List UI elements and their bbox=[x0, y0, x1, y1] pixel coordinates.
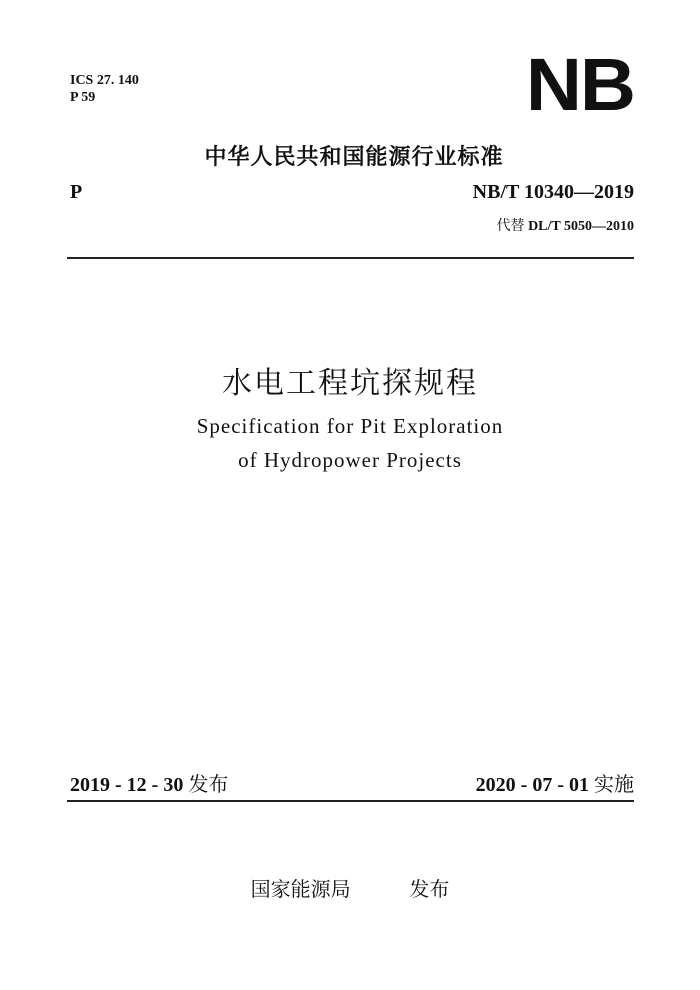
ics-codes bbox=[70, 72, 139, 106]
replaces-prefix: 代替 bbox=[496, 218, 525, 234]
title-chinese: 水电工程坑探规程 bbox=[222, 366, 478, 401]
footer-divider bbox=[67, 800, 634, 802]
nb-logo: NB bbox=[525, 43, 634, 126]
ccs-code: P 59 bbox=[70, 90, 96, 105]
issuer-name: 国家能源局 bbox=[250, 877, 351, 901]
header-divider bbox=[67, 257, 634, 259]
replaces-note bbox=[497, 215, 634, 235]
issuer bbox=[0, 873, 700, 902]
title-english-line2: of Hydropower Projects bbox=[238, 448, 462, 472]
replaces-code: DL/T 5050—2010 bbox=[528, 219, 634, 234]
effective-date bbox=[476, 768, 634, 797]
issue-date-value: 2019 - 12 - 30 bbox=[70, 774, 184, 796]
effective-date-label: 实施 bbox=[594, 772, 634, 796]
standard-number: NB/T 10340—2019 bbox=[472, 181, 634, 203]
organization-title: 中华人民共和国能源行业标准 bbox=[204, 145, 504, 170]
ics-code: ICS 27. 140 bbox=[70, 73, 139, 88]
issuer-action: 发布 bbox=[409, 877, 450, 901]
issue-date-label: 发布 bbox=[188, 772, 229, 796]
title-english-line1: Specification for Pit Exploration bbox=[196, 414, 504, 438]
effective-date-value: 2020 - 07 - 01 bbox=[475, 774, 589, 796]
classification-letter: P bbox=[70, 181, 83, 203]
issue-date bbox=[70, 768, 228, 797]
